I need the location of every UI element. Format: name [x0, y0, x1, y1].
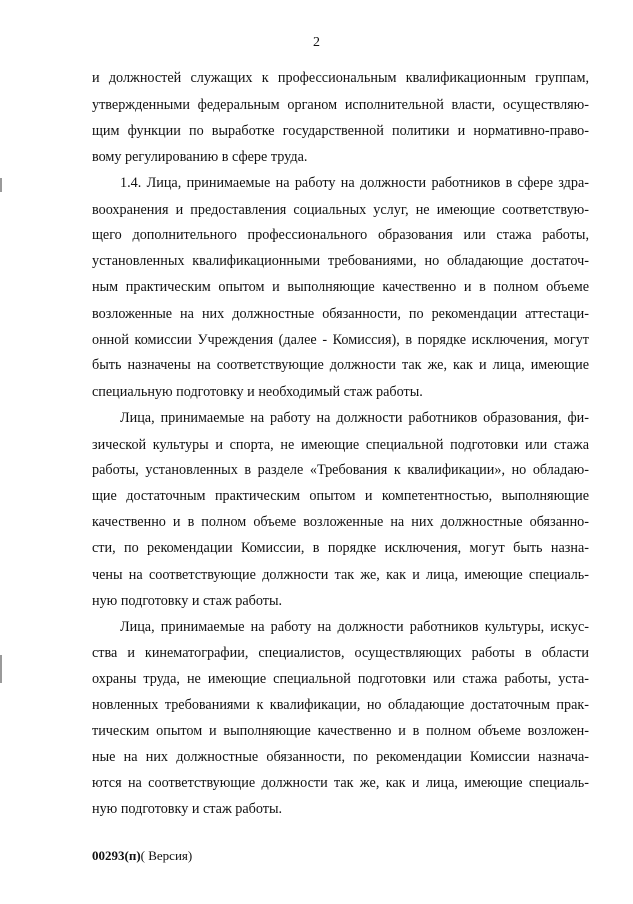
- scan-mark: [0, 178, 2, 192]
- text-line: быть назначены на соответствующие должности так же, как и лица, имеющие: [92, 357, 589, 373]
- text-line: щим функции по выработке государственной политики и нормативно-право-: [92, 123, 589, 139]
- text-line: ства и кинематографии, специалистов, осуществляющих работы в области: [92, 645, 589, 661]
- text-line: Лица, принимаемые на работу на должности работников культуры, искус-: [120, 619, 589, 635]
- text-line: вому регулированию в сфере труда.: [92, 149, 308, 165]
- page-number: 2: [313, 35, 320, 50]
- text-line: Лица, принимаемые на работу на должности работников образования, фи-: [120, 410, 589, 426]
- text-line: онной комиссии Учреждения (далее - Комиссия), в порядке исключения, могут: [92, 332, 589, 348]
- text-line: тическим опытом и выполняющие качественно и в полном объеме возложен-: [92, 723, 589, 739]
- document-footer: [92, 848, 192, 864]
- text-line: и должностей служащих к профессиональным квалификационным группам,: [92, 70, 589, 86]
- text-line: ются на соответствующие должности так же, как и лица, имеющие специаль-: [92, 775, 589, 791]
- text-line: ным практическим опытом и выполняющие качественно и в полном объеме: [92, 279, 589, 295]
- text-line: сти, по рекомендации Комиссии, в порядке исключения, могут быть назна-: [92, 540, 589, 556]
- text-line: ную подготовку и стаж работы.: [92, 593, 283, 609]
- text-line: чены на соответствующие должности так же, как и лица, имеющие специаль-: [92, 567, 589, 583]
- document-version: ( Версия): [140, 848, 193, 863]
- text-line: специальную подготовку и необходимый стаж работы.: [92, 384, 423, 400]
- text-line: зической культуры и спорта, не имеющие специальной подготовки или стажа: [92, 437, 589, 453]
- text-line: установленных квалификационными требованиями, но обладающие достаточ-: [92, 253, 589, 269]
- scan-mark: [0, 655, 2, 683]
- text-line: щие достаточным практическим опытом и компетентностью, выполняющие: [92, 488, 589, 504]
- text-line: охраны труда, не имеющие специальной подготовки или стажа работы, уста-: [92, 671, 589, 687]
- text-line: работы, установленных в разделе «Требования к квалификации», но обладаю-: [92, 462, 589, 478]
- document-code: 00293(п): [92, 848, 141, 863]
- text-line: качественно и в полном объеме возложенные на них должностные обязанно-: [92, 514, 589, 530]
- text-line: 1.4. Лица, принимаемые на работу на должности работников в сфере здра-: [120, 175, 589, 191]
- text-line: воохранения и предоставления социальных услуг, не имеющие соответствую-: [92, 202, 589, 218]
- text-line: щего дополнительного профессионального образования или стажа работы,: [92, 227, 589, 243]
- text-line: новленных требованиями к квалификации, но обладающие достаточным прак-: [92, 697, 589, 713]
- text-line: ные на них должностные обязанности, по рекомендации Комиссии назнача-: [92, 749, 589, 765]
- text-line: возложенные на них должностные обязанности, по рекомендации аттестаци-: [92, 306, 589, 322]
- text-line: ную подготовку и стаж работы.: [92, 801, 283, 817]
- text-line: утвержденными федеральным органом исполнительной власти, осуществляю-: [92, 97, 589, 113]
